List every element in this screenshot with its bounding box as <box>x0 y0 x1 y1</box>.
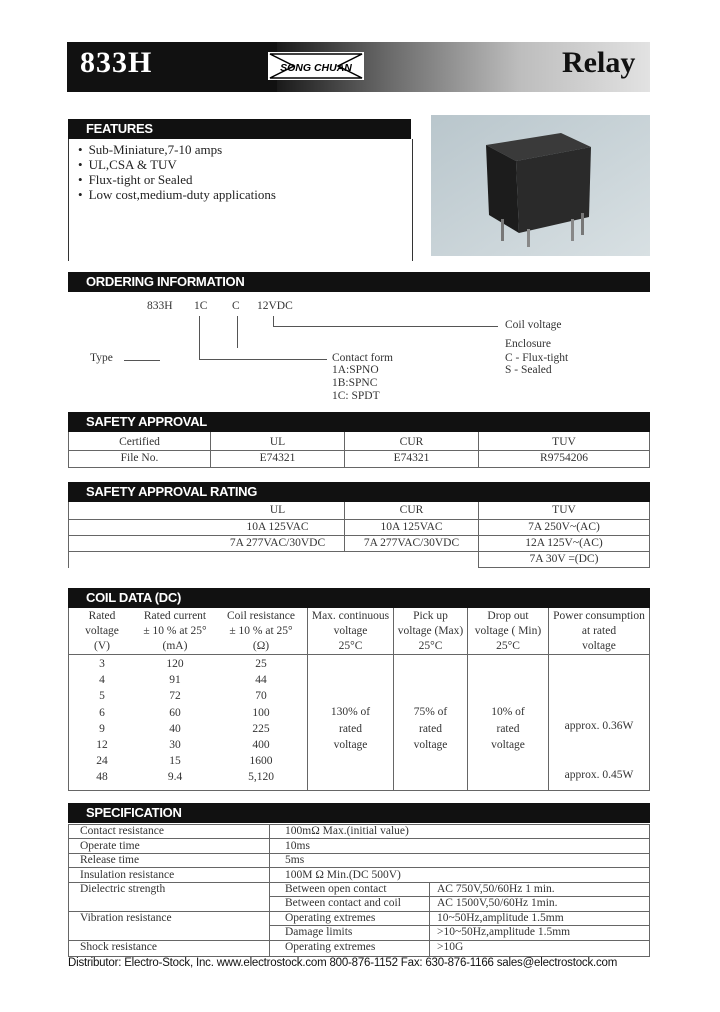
contact-form-option: 1C: SPDT <box>332 390 380 402</box>
brand-name: SONG CHUAN <box>280 62 352 74</box>
spec-detail: 10~50Hz,amplitude 1.5mm <box>437 912 564 924</box>
spec-value: 5ms <box>285 854 305 866</box>
rating-cell: 7A 250V~(AC) <box>528 521 600 533</box>
drop-out-text: 10% of rated voltage <box>491 706 525 751</box>
leader-line <box>237 316 238 348</box>
features-list <box>78 142 276 202</box>
coil-current-column: 120 91 72 60 40 30 15 9.4 <box>166 658 184 784</box>
table-border <box>429 883 430 957</box>
feature-item: • Sub-Miniature,7-10 amps <box>78 142 276 157</box>
spec-value: 100M Ω Min.(DC 500V) <box>285 869 401 881</box>
approval-header: UL <box>269 436 286 448</box>
spec-label: Contact resistance <box>80 825 164 837</box>
safety-approval-heading: SAFETY APPROVAL <box>68 412 650 432</box>
table-border <box>68 450 650 451</box>
enclosure-label: Enclosure <box>505 338 551 350</box>
spec-detail: AC 1500V,50/60Hz 1min. <box>437 897 558 909</box>
approval-header: CUR <box>399 436 424 448</box>
max-continuous-text: 130% of rated voltage <box>330 706 371 751</box>
table-border <box>68 467 650 468</box>
relay-photo <box>431 115 650 256</box>
leader-line <box>199 359 327 360</box>
leader-line <box>199 316 200 360</box>
distributor-footer: Distributor: Electro-Stock, Inc. www.electrostock.com 800-876-1152 Fax: 630-876-1166 sales@electrostock.com <box>68 957 618 969</box>
order-code-voltage: 12VDC <box>257 300 293 312</box>
spec-value: Operating extremes <box>285 941 376 953</box>
contact-form-option: 1B:SPNC <box>332 377 378 389</box>
approval-cell: File No. <box>120 452 159 464</box>
coil-resistance-column: 25 44 70 100 225 400 1600 5,120 <box>248 658 274 784</box>
model-title: 833H <box>80 46 153 79</box>
leader-line <box>124 360 160 361</box>
approval-cell: E74321 <box>259 452 296 464</box>
pick-up-text: 75% of rated voltage <box>413 706 448 751</box>
approval-header: TUV <box>552 436 576 448</box>
rating-cell: 7A 277VAC/30VDC <box>363 537 460 549</box>
feature-item: • Flux-tight or Sealed <box>78 172 276 187</box>
category-title: Relay <box>562 46 636 79</box>
table-border <box>649 608 650 790</box>
coil-voltage-column: 3 4 5 6 9 12 24 48 <box>96 658 108 784</box>
rating-cell: 12A 125V~(AC) <box>525 537 603 549</box>
table-border <box>68 535 650 536</box>
safety-rating-heading: SAFETY APPROVAL RATING <box>68 482 650 502</box>
coil-header: Pick up voltage (Max) 25°C <box>397 610 464 652</box>
approval-cell: R9754206 <box>540 452 588 464</box>
rating-header: TUV <box>552 504 576 516</box>
coil-header: Coil resistance ± 10 % at 25° (Ω) <box>226 610 296 652</box>
order-code-enclosure: C <box>232 300 240 312</box>
table-border <box>68 551 650 552</box>
coil-header: Rated voltage (V) <box>85 610 119 652</box>
enclosure-option: C - Flux-tight <box>505 352 569 364</box>
order-code-contact: 1C <box>194 300 208 312</box>
approval-header: Certified <box>119 436 160 448</box>
spec-value: 100mΩ Max.(initial value) <box>285 825 409 837</box>
ordering-heading: ORDERING INFORMATION <box>68 272 650 292</box>
feature-item: • Low cost,medium-duty applications <box>78 187 276 202</box>
rating-cell: 10A 125VAC <box>246 521 309 533</box>
table-border <box>68 853 650 854</box>
table-border <box>68 867 650 868</box>
table-border <box>68 519 650 520</box>
enclosure-option: S - Sealed <box>505 364 552 376</box>
contact-form-option: 1A:SPNO <box>332 364 379 376</box>
coil-header: Power consumption at rated voltage <box>553 610 645 652</box>
rating-cell: 7A 277VAC/30VDC <box>229 537 326 549</box>
table-border <box>269 824 270 957</box>
spec-label: Insulation resistance <box>80 869 175 881</box>
spec-label: Shock resistance <box>80 941 157 953</box>
spec-value: 10ms <box>285 840 310 852</box>
coil-data-heading: COIL DATA (DC) <box>68 588 650 608</box>
spec-label: Release time <box>80 854 140 866</box>
spec-detail: >10~50Hz,amplitude 1.5mm <box>437 926 571 938</box>
table-border <box>68 608 69 790</box>
rating-header: UL <box>269 504 286 516</box>
specification-heading: SPECIFICATION <box>68 803 650 823</box>
spec-detail: >10G <box>437 941 464 953</box>
rating-header: CUR <box>399 504 424 516</box>
spec-label: Vibration resistance <box>80 912 172 924</box>
rating-cell: 10A 125VAC <box>380 521 443 533</box>
spec-label: Dielectric strength <box>80 883 166 895</box>
feature-item: • UL,CSA & TUV <box>78 157 276 172</box>
approval-cell: E74321 <box>393 452 430 464</box>
type-label: Type <box>90 352 113 364</box>
table-border <box>68 790 650 791</box>
leader-line <box>273 326 498 327</box>
coil-header: Max. continuous voltage 25°C <box>311 610 390 652</box>
table-border <box>68 824 69 957</box>
coil-voltage-label: Coil voltage <box>505 319 562 331</box>
spec-value: Between open contact <box>285 883 387 895</box>
coil-header: Rated current ± 10 % at 25° (mA) <box>143 610 207 652</box>
table-border <box>649 824 650 957</box>
coil-header: Drop out voltage ( Min) 25°C <box>474 610 542 652</box>
table-border <box>68 654 650 655</box>
order-code-series: 833H <box>147 300 173 312</box>
power-consumption: approx. 0.36W <box>564 720 634 732</box>
table-border <box>478 567 650 568</box>
spec-value: Between contact and coil <box>285 897 401 909</box>
leader-line <box>273 316 274 326</box>
power-consumption: approx. 0.45W <box>564 769 634 781</box>
spec-detail: AC 750V,50/60Hz 1 min. <box>437 883 555 895</box>
table-border <box>68 838 650 839</box>
contact-form-label: Contact form <box>332 352 393 364</box>
spec-value: Operating extremes <box>285 912 376 924</box>
features-heading: FEATURES <box>68 119 411 139</box>
spec-label: Operate time <box>80 840 140 852</box>
spec-value: Damage limits <box>285 926 353 938</box>
rating-cell: 7A 30V =(DC) <box>529 553 599 565</box>
